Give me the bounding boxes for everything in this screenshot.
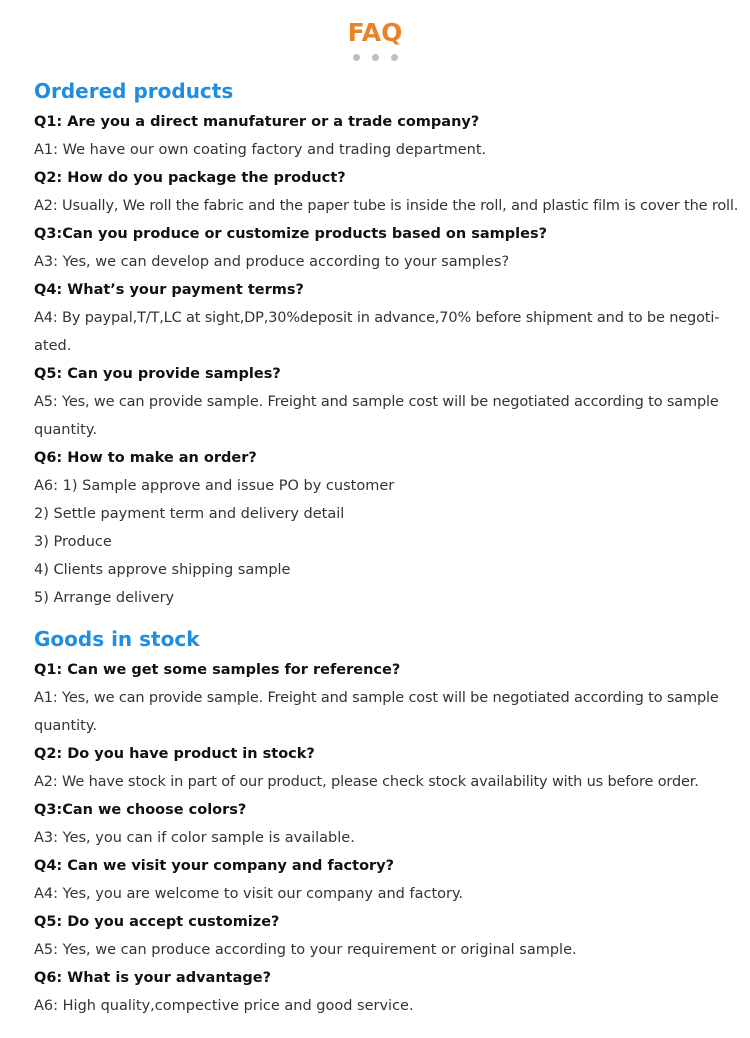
- faq-question: Q6: How to make an order?: [34, 450, 257, 466]
- faq-item: [34, 220, 734, 276]
- faq-question: Q1: Are you a direct manufaturer or a trade company?: [34, 114, 480, 130]
- page-title: FAQ: [347, 18, 403, 47]
- faq-answer-step: 5) Arrange delivery: [34, 590, 175, 606]
- faq-question: Q4: Can we visit your company and factory?: [34, 858, 395, 874]
- faq-answer-continued: quantity.: [34, 718, 97, 734]
- faq-question: Q3:Can we choose colors?: [34, 802, 247, 818]
- faq-answer: A4: By paypal,T/T,LC at sight,DP,30%deposit in advance,70% before shipment and to be negoti-: [34, 310, 720, 326]
- faq-item: [34, 360, 734, 444]
- faq-answer-step: 2) Settle payment term and delivery detail: [34, 506, 345, 522]
- faq-question: Q5: Do you accept customize?: [34, 914, 280, 930]
- faq-answer-continued: ated.: [34, 338, 72, 354]
- section-ordered-products: [34, 74, 739, 612]
- faq-item: [34, 444, 734, 612]
- dot-icon: [353, 54, 360, 61]
- faq-answer: A5: Yes, we can produce according to your requirement or original sample.: [34, 942, 577, 958]
- faq-item: [34, 852, 734, 908]
- title-dots-decoration: [0, 54, 750, 62]
- faq-answer: A6: High quality,compective price and good service.: [34, 998, 414, 1014]
- faq-item: [34, 796, 734, 852]
- section-spacer: [34, 612, 734, 622]
- faq-answer-step: 3) Produce: [34, 534, 112, 550]
- faq-answer: A3: Yes, we can develop and produce according to your samples?: [34, 254, 510, 270]
- faq-answer: A6: 1) Sample approve and issue PO by customer: [34, 478, 395, 494]
- faq-question: Q6: What is your advantage?: [34, 970, 271, 986]
- faq-item: [34, 964, 734, 1020]
- faq-answer: A1: We have our own coating factory and trading department.: [34, 142, 487, 158]
- faq-answer-step: 4) Clients approve shipping sample: [34, 562, 291, 578]
- faq-question: Q1: Can we get some samples for reference?: [34, 662, 401, 678]
- section-heading: Goods in stock: [34, 627, 200, 651]
- faq-item: [34, 276, 734, 360]
- faq-question: Q5: Can you provide samples?: [34, 366, 281, 382]
- faq-answer: A2: Usually, We roll the fabric and the paper tube is inside the roll, and plastic film is cover the roll.: [34, 198, 739, 214]
- faq-answer-continued: quantity.: [34, 422, 97, 438]
- dot-icon: [391, 54, 398, 61]
- faq-answer: A4: Yes, you are welcome to visit our company and factory.: [34, 886, 464, 902]
- section-heading: Ordered products: [34, 79, 234, 103]
- faq-answer: A1: Yes, we can provide sample. Freight and sample cost will be negotiated according to sample: [34, 690, 719, 706]
- section-goods-in-stock: [34, 622, 734, 1020]
- faq-question: Q3:Can you produce or customize products based on samples?: [34, 226, 548, 242]
- faq-item: [34, 164, 739, 220]
- faq-question: Q4: What’s your payment terms?: [34, 282, 304, 298]
- faq-answer: A3: Yes, you can if color sample is available.: [34, 830, 355, 846]
- faq-item: [34, 656, 734, 740]
- faq-item: [34, 908, 734, 964]
- faq-content: [34, 74, 739, 1020]
- faq-answer: A5: Yes, we can provide sample. Freight and sample cost will be negotiated according to sample: [34, 394, 719, 410]
- faq-question: Q2: Do you have product in stock?: [34, 746, 315, 762]
- dot-icon: [372, 54, 379, 61]
- faq-item: [34, 740, 734, 796]
- faq-answer: A2: We have stock in part of our product, please check stock availability with us before order.: [34, 774, 699, 790]
- faq-question: Q2: How do you package the product?: [34, 170, 346, 186]
- faq-item: [34, 108, 734, 164]
